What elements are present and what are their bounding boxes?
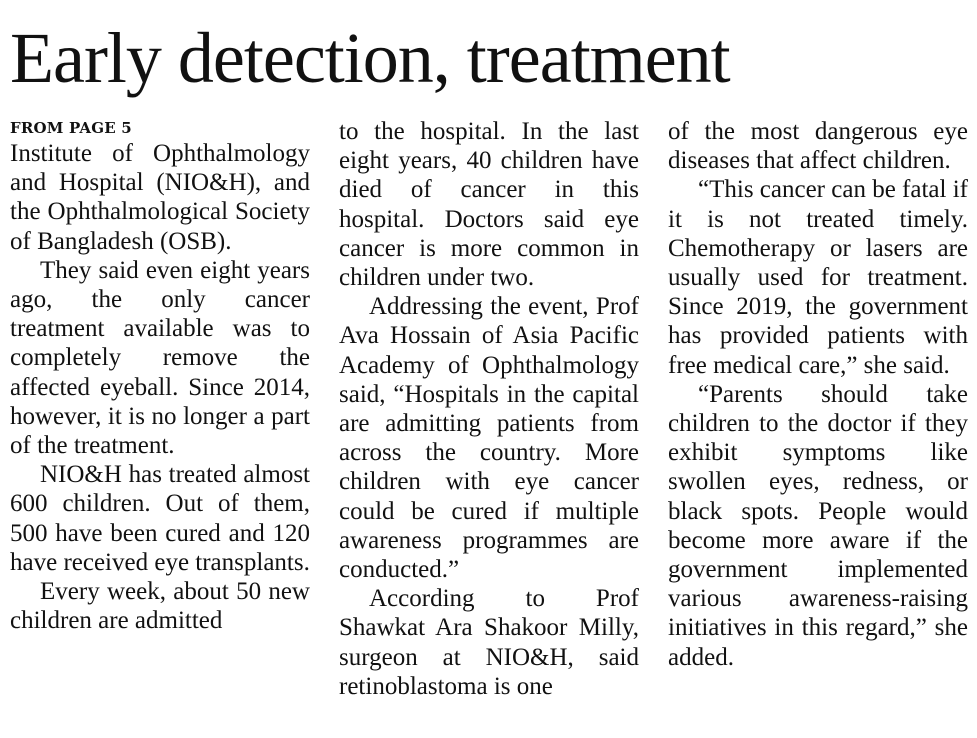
headline: Early detection, treatment (10, 18, 730, 98)
paragraph: “This cancer can be fatal if it is not treated timely. Chemotherapy or lasers are usually used for treatment. Since 2019, the government has provided patients with free medical care,” she said. (668, 176, 968, 379)
paragraph: According to Prof Shawkat Ara Shakoor Milly, surgeon at NIO&H, said retinoblastoma is one (339, 585, 639, 700)
continued-from-label: FROM PAGE 5 (10, 119, 132, 137)
article-column-3 (668, 117, 968, 672)
paragraph: Every week, about 50 new children are admitted (10, 578, 310, 635)
paragraph: “Parents should take children to the doctor if they exhibit symptoms like swollen eyes, redness, or black spots. People would become more aware if the government implemented various awareness-raising initiatives in this regard,” she added. (668, 380, 968, 671)
paragraph: to the hospital. In the last eight years, 40 children have died of cancer in this hospital. Doctors said eye cancer is more common in children under two. (339, 118, 639, 292)
paragraph: Addressing the event, Prof Ava Hossain of Asia Pacific Academy of Ophthalmology said, “Hospitals in the capital are admitting patients from across the country. More children with eye cancer could be cured if multiple awareness programmes are conducted.” (339, 293, 639, 584)
paragraph: Institute of Ophthalmology and Hospital (NIO&H), and the Ophthalmological Society of Bangladesh (OSB). (10, 140, 310, 255)
paragraph: NIO&H has treated almost 600 children. Out of them, 500 have been cured and 120 have received eye transplants. (10, 461, 310, 576)
article-column-2 (339, 117, 639, 701)
paragraph: of the most dangerous eye diseases that affect children. (668, 118, 968, 175)
paragraph: They said even eight years ago, the only cancer treatment available was to completely remove the affected eyeball. Since 2014, however, it is no longer a part of the treatment. (10, 256, 310, 460)
article-column-1 (10, 117, 310, 635)
